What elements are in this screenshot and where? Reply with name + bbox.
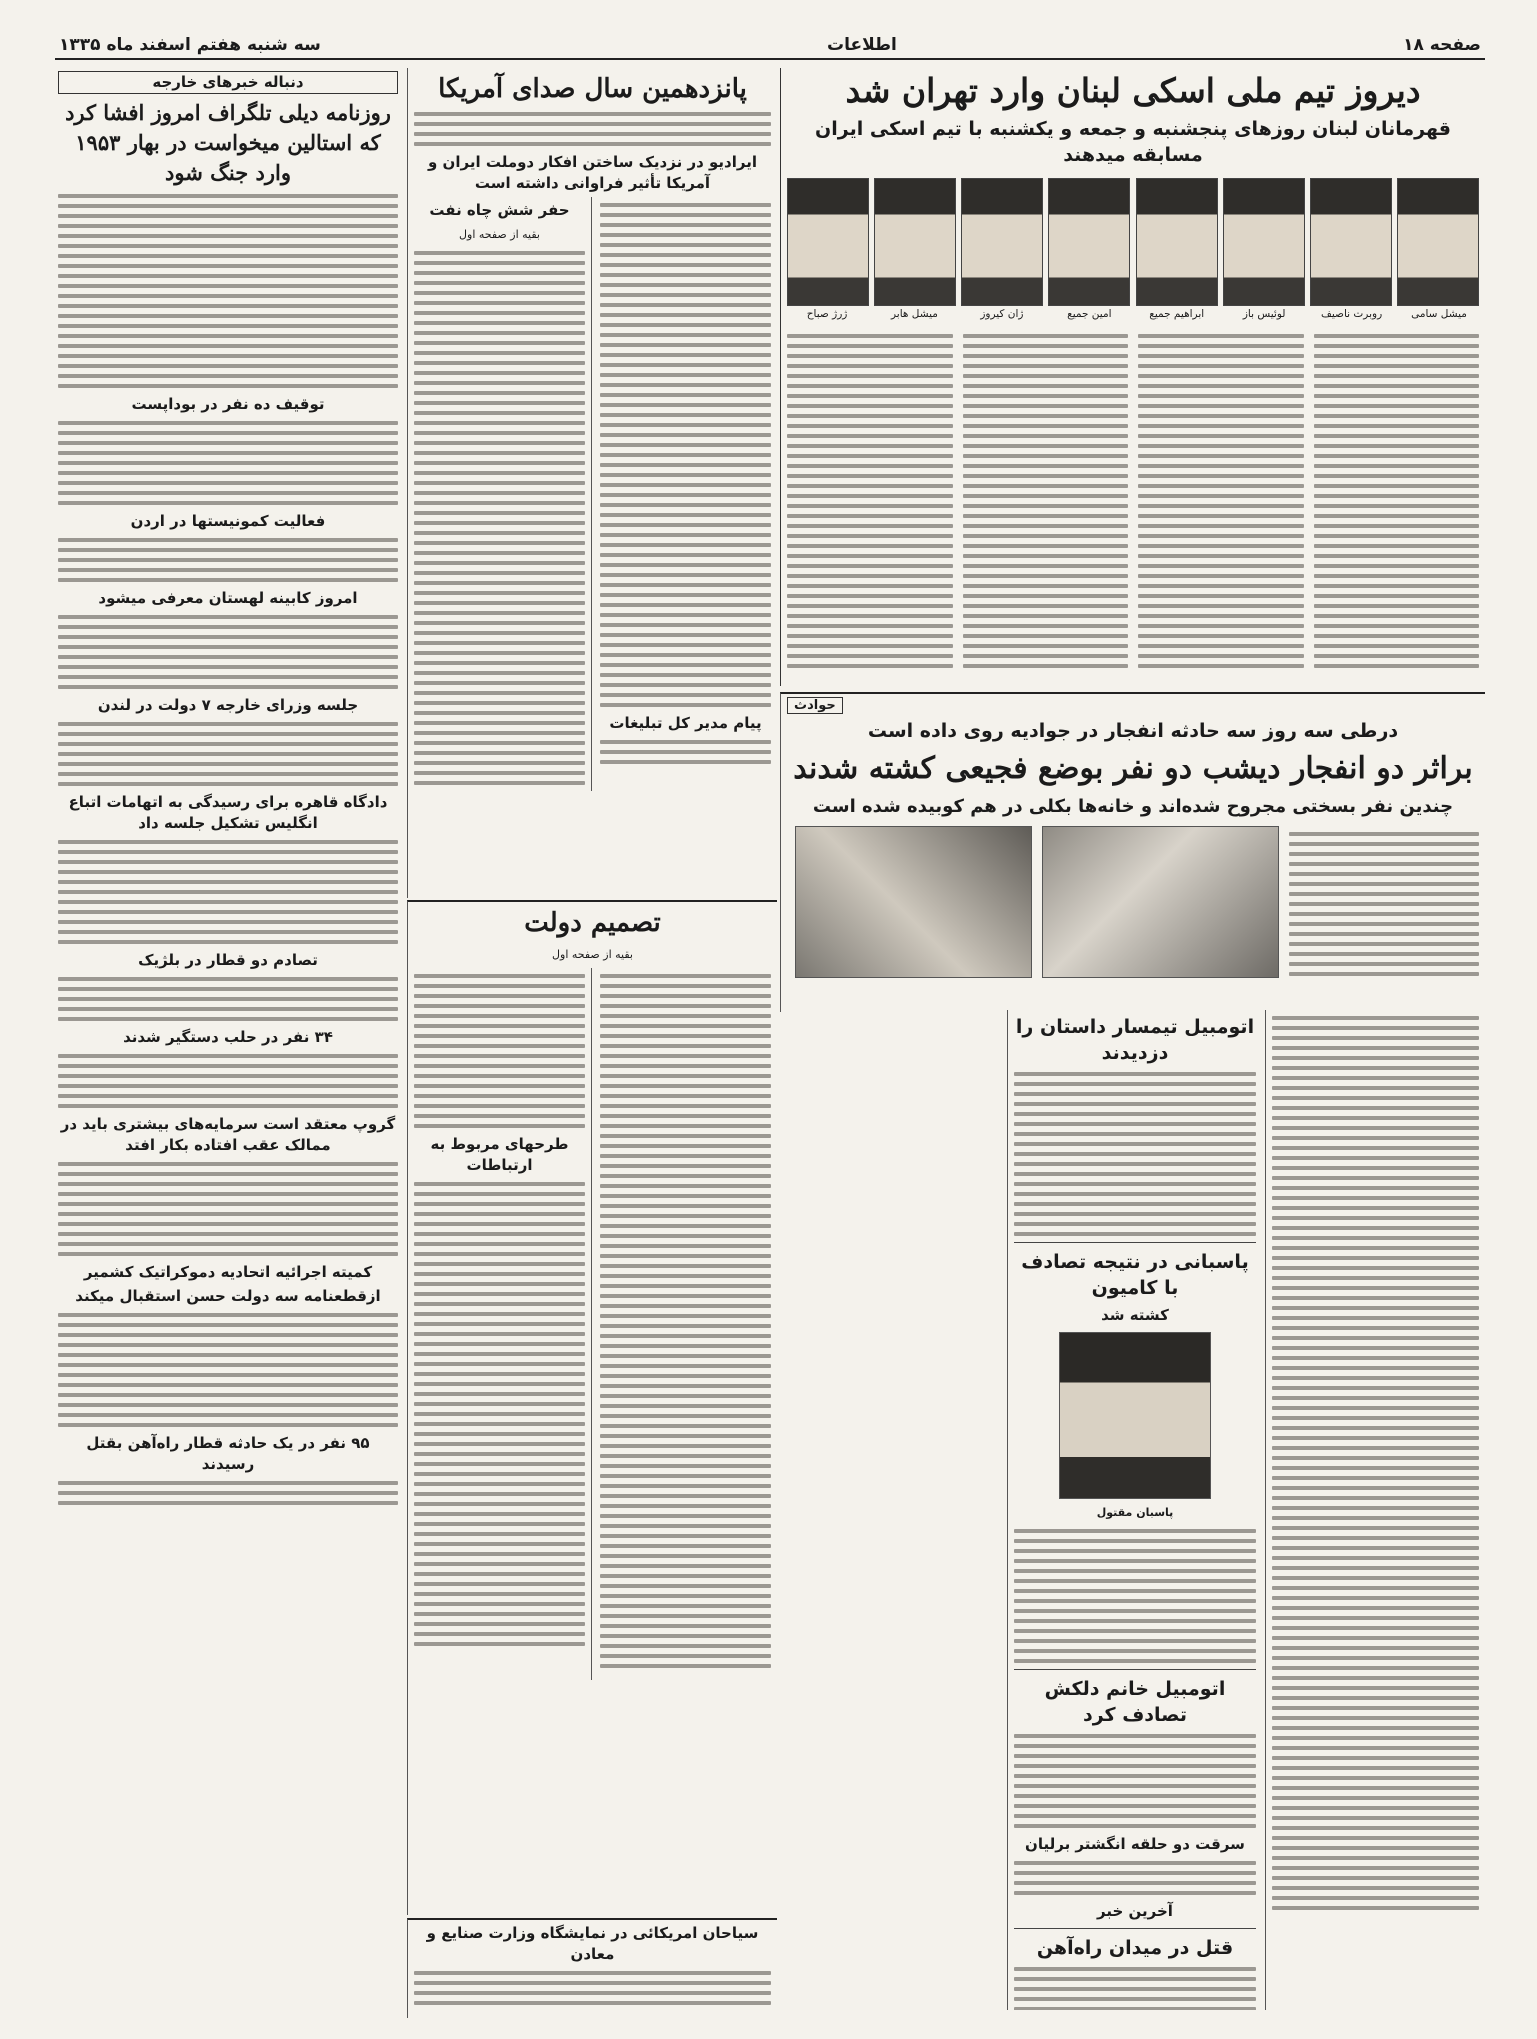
cabinet-sub: طرحهای مربوط به ارتباطات [430,1135,569,1174]
foreign-section-label: دنباله خبرهای خارجه [58,71,398,94]
foreign-item: کمیته اجرائیه اتحادیه دموکراتیک کشمیر [83,1263,373,1281]
ski-subhead: قهرمانان لبنان روزهای پنجشنبه و جمعه و یکشنبه با تیم اسکی ایران مسابقه میدهند [815,118,1451,166]
ski-article [780,68,1485,686]
cabinet-body [600,968,771,1674]
ski-body-column [963,328,1129,674]
foreign-headline: روزنامه دیلی تلگراف امروز افشا کرد که استالین میخواست در بهار ۱۹۵۳ وارد جنگ شود [65,100,391,185]
foreign-news [52,68,404,2018]
foreign-item: ۳۴ نفر در حلب دستگیر شدند [123,1028,333,1046]
athlete-caption: امین جمیع [1067,308,1112,320]
athlete-caption: ژان کیروز [980,308,1024,320]
incidents-body [1272,1016,1479,1910]
athlete-photo [1397,178,1479,306]
athlete-caption: ابراهیم جمیع [1149,308,1205,320]
athlete-photo [1048,178,1130,306]
foreign-item: گروپ معتقد است سرمایه‌های بیشتری باید در ممالک عقب افتاده بکار افتد [60,1115,396,1154]
athlete-caption: لوئیس باز [1242,308,1286,320]
foreign-item: ۹۵ نفر در یک حادثه قطار راه‌آهن بقتل رسیدند [86,1434,370,1473]
bus-headline: اتومبیل تیمسار داستان را دزدیدند [1015,1016,1255,1064]
mining-headline: سیاحان امریکائی در نمایشگاه وزارت صنایع و معادن [426,1924,759,1963]
voa-headline: پانزدهمین سال صدای آمریکا [438,74,747,104]
incidents-headline: براثر دو انفجار دیشب دو نفر بوضع فجیعی کشته شدند [793,751,1473,786]
voa-article [407,68,777,898]
foreign-item: فعالیت کمونیستها در اردن [130,512,326,530]
athlete-photo [874,178,956,306]
ring-headline: سرقت دو حلقه انگشتر برلیان [1025,1835,1245,1853]
athlete-photo [1136,178,1218,306]
police-photo [1059,1332,1211,1499]
voa-body [600,203,771,707]
athlete-captions [787,308,1479,320]
ski-body-column [1138,328,1304,674]
voa-sub2: پیام مدیر کل تبلیغات [609,714,762,732]
page-number: صفحه ۱۸ [1403,35,1481,55]
section-label: حوادث [787,697,843,714]
murder-headline: قتل در میدان راه‌آهن [1036,1937,1234,1959]
voa-lead: ایرادیو در نزدیک ساختن افکار دوملت ایران و آمریکا تأثیر فراوانی داشته است [428,153,757,192]
mining-article [407,1918,777,2018]
car-headline: اتومبیل خانم دلکش تصادف کرد [1044,1678,1226,1726]
athlete-caption: ژرژ صباح [806,308,848,320]
athlete-photo [787,178,869,306]
foreign-item: توقیف ده نفر در بوداپست [131,395,325,413]
local-news-column [1007,1010,1262,2010]
issue-date: سه شنبه هفتم اسفند ماه ۱۳۳۵ [59,35,321,55]
foreign-item: ازقطعنامه سه دولت حسن استقبال میکند [75,1287,381,1305]
paper-name: اطلاعات [827,35,897,55]
incidents-continued [1265,1010,1485,2010]
ski-body-column [1314,328,1480,674]
incidents-body [1289,826,1479,982]
incidents-kicker: درطی سه روز سه حادثه انفجار در جوادیه روی داده است [867,720,1399,742]
police-subhead: کشته شد [1101,1306,1169,1324]
ski-body [787,328,1479,680]
foreign-item: تصادم دو قطار در بلژیک [138,951,318,969]
police-headline: پاسبانی در نتیجه تصادف با کامیون [1021,1251,1249,1299]
cabinet-headline: تصمیم دولت [524,908,661,938]
cabinet-article [407,900,777,1915]
athlete-photo [961,178,1043,306]
last-news-label: آخرین خبر [1097,1902,1173,1920]
oil-wells-headline: حفر شش چاه نفت [429,201,570,219]
police-caption: پاسبان مقتول [1096,1506,1174,1519]
incidents-article [780,692,1485,1012]
incidents-subhead: چندین نفر بسختی مجروح شده‌اند و خانه‌ها بکلی در هم کوبیده شده است [812,796,1454,817]
explosion-photo [1042,826,1279,978]
masthead [55,30,1485,60]
athlete-photos [787,178,1479,306]
foreign-item: دادگاه قاهره برای رسیدگی به اتهامات اتباع انگلیس تشکیل جلسه داد [68,793,388,832]
foreign-item: امروز کابینه لهستان معرفی میشود [98,589,358,607]
athlete-caption: میشل سامی [1411,308,1467,320]
athlete-caption: میشل هابر [891,308,938,320]
ski-body-column [787,328,953,674]
cabinet-cont: بقیه از صفحه اول [552,948,633,961]
oil-wells-cont: بقیه از صفحه اول [459,228,540,241]
athlete-photo [1310,178,1392,306]
foreign-item: جلسه وزرای خارجه ۷ دولت در لندن [97,696,359,714]
athlete-photo [1223,178,1305,306]
athlete-caption: روبرت ناصیف [1321,308,1383,320]
explosion-photo [795,826,1032,978]
ski-headline: دیروز تیم ملی اسکی لبنان وارد تهران شد [845,71,1421,110]
